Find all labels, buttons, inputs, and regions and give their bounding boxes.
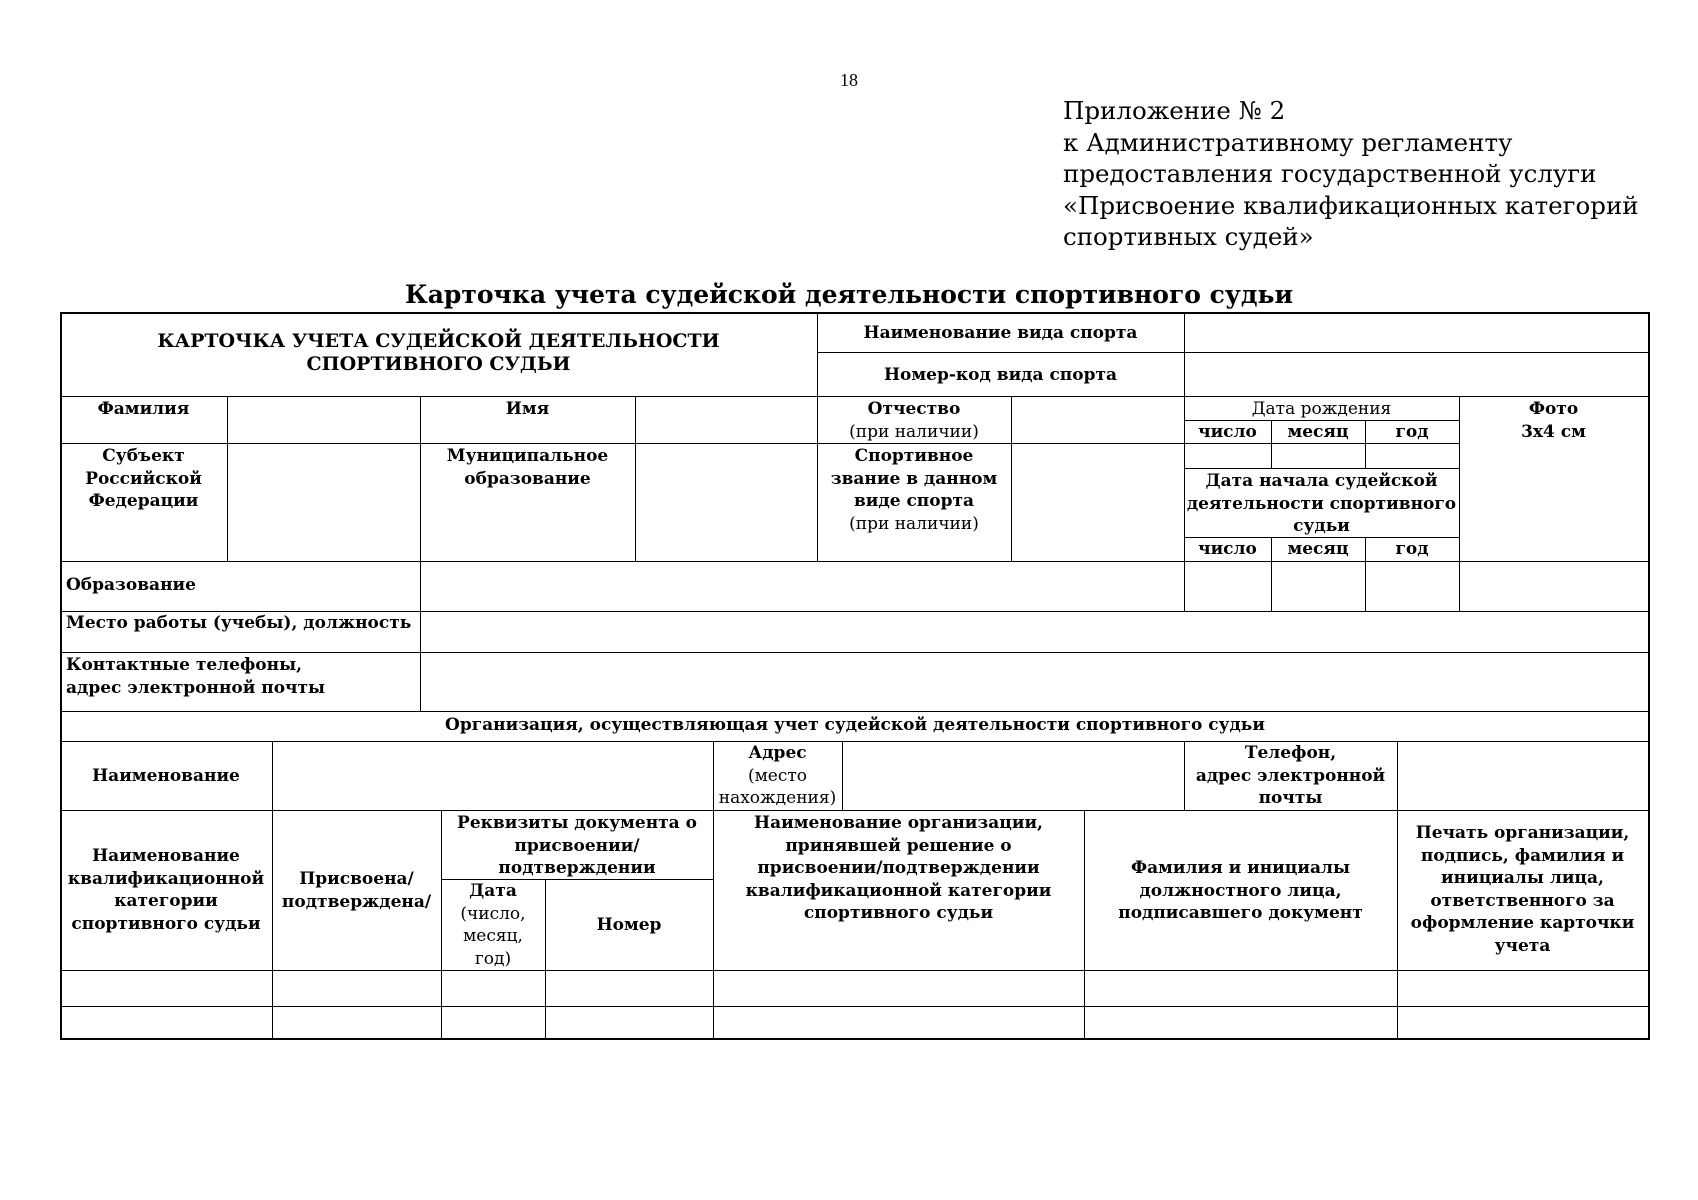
grid-line	[60, 1038, 1650, 1040]
start-month-text: месяц	[1287, 539, 1349, 559]
sport-title-label	[817, 445, 1011, 535]
decision-org-line: присвоении/подтверждении	[757, 858, 1040, 878]
document-title: Карточка учета судейской деятельности спортивного судьи	[404, 280, 1294, 309]
decision-org-line: квалификационной категории	[745, 880, 1052, 901]
sport-name-label	[817, 322, 1184, 345]
official-line: Фамилия и инициалы	[1131, 858, 1350, 878]
requisites-line: Реквизиты документа о	[457, 813, 697, 833]
birth-month-text: месяц	[1287, 422, 1349, 442]
address-text: Адрес	[748, 743, 807, 763]
sport-title-line: Спортивное	[854, 446, 974, 466]
photo-text: Фото	[1528, 399, 1579, 419]
surname-label	[60, 398, 227, 421]
sport-title-line: звание в данном	[830, 468, 998, 489]
decision-org-line: Наименование организации,	[754, 813, 1043, 833]
grid-line	[545, 879, 546, 1038]
grid-line	[420, 561, 421, 711]
grid-line	[1648, 312, 1650, 1039]
grid-line	[227, 396, 228, 561]
workplace-label	[60, 612, 420, 635]
stamp-line: оформление карточки	[1410, 913, 1635, 933]
phone-line: почты	[1258, 788, 1323, 808]
doc-date-note: год)	[474, 948, 512, 969]
requisites-line: подтверждении	[498, 858, 656, 878]
grid-line	[272, 810, 273, 1038]
phone-line: адрес электронной	[1195, 765, 1386, 786]
patronymic-label	[817, 398, 1011, 443]
appendix-note	[1063, 95, 1683, 253]
education-text: Образование	[66, 575, 196, 595]
start-date-label	[1184, 470, 1459, 538]
doc-date-note: месяц,	[463, 926, 523, 946]
grid-line	[60, 970, 1650, 971]
appendix-line: к Административному регламенту	[1063, 127, 1513, 157]
subject-line: Субъект	[102, 446, 185, 466]
category-line: спортивного судьи	[71, 913, 261, 934]
address-note: (место	[747, 765, 808, 786]
assigned-line: подтверждена/	[281, 891, 432, 912]
official-line: подписавшего документ	[1118, 903, 1363, 923]
grid-line	[60, 1006, 1650, 1007]
appendix-line: предоставления государственной услуги	[1063, 159, 1597, 188]
stamp-line: подпись, фамилия и	[1420, 845, 1625, 866]
sport-code-label	[817, 364, 1184, 387]
subject-line: Федерации	[88, 491, 199, 511]
org-header-text: Организация, осуществляющая учет судейской деятельности спортивного судьи	[445, 715, 1265, 735]
grid-line	[842, 741, 843, 810]
grid-line	[817, 352, 1650, 353]
card-title-line: КАРТОЧКА УЧЕТА СУДЕЙСКОЙ ДЕЯТЕЛЬНОСТИ	[157, 330, 720, 352]
decision-org-line: спортивного судьи	[803, 903, 994, 923]
address-note: нахождения)	[718, 788, 837, 808]
grid-line	[60, 312, 1650, 314]
grid-line	[60, 561, 1650, 562]
appendix-line: «Присвоение квалификационных категорий	[1063, 190, 1639, 220]
assigned-label	[272, 868, 441, 913]
official-line: должностного лица,	[1139, 880, 1342, 901]
phone-line: Телефон,	[1244, 743, 1337, 763]
stamp-line: учета	[1494, 935, 1551, 956]
card-title-line: СПОРТИВНОГО СУДЬИ	[306, 353, 571, 375]
start-year-label	[1365, 538, 1459, 561]
address-label	[713, 742, 842, 810]
surname-text: Фамилия	[97, 399, 190, 419]
start-year-text: год	[1395, 539, 1429, 559]
grid-line	[635, 396, 636, 561]
birth-month-label	[1271, 421, 1365, 444]
org-header	[60, 714, 1650, 737]
birth-day-text: число	[1198, 422, 1257, 442]
category-line: квалификационной	[67, 868, 265, 889]
grid-line	[60, 711, 1650, 712]
contacts-label	[60, 654, 420, 699]
stamp-line: Печать организации,	[1415, 823, 1630, 843]
birth-day-label	[1184, 421, 1271, 444]
requisites-line: присвоении/	[514, 835, 640, 856]
appendix-line: Приложение № 2	[1063, 96, 1286, 125]
doc-date-text: Дата	[469, 881, 517, 901]
first-name-text: Имя	[505, 399, 550, 419]
doc-number-text: Номер	[596, 915, 662, 935]
contacts-line: Контактные телефоны,	[66, 655, 303, 675]
category-line: категории	[114, 891, 218, 911]
birth-year-text: год	[1395, 422, 1429, 442]
doc-date-note: (число,	[460, 903, 526, 924]
workplace-text: Место работы (учебы), должность	[66, 613, 412, 633]
stamp-line: ответственного за	[1430, 890, 1615, 911]
page-number: 18	[840, 70, 858, 90]
stamp-label	[1397, 822, 1648, 957]
birth-date-label	[1184, 398, 1459, 421]
municipal-line: Муниципальное	[446, 446, 609, 466]
first-name-label	[420, 398, 635, 421]
contacts-line: адрес электронной почты	[66, 677, 326, 698]
start-month-label	[1271, 538, 1365, 561]
municipal-line: образование	[464, 468, 591, 489]
grid-line	[1397, 741, 1398, 810]
patronymic-note: (при наличии)	[849, 421, 979, 442]
org-name-label	[60, 765, 272, 788]
phone-label	[1184, 742, 1397, 810]
requisites-label	[441, 812, 713, 880]
start-day-label	[1184, 538, 1271, 561]
sport-title-note: (при наличии)	[849, 513, 979, 534]
grid-line	[60, 741, 1650, 742]
grid-line	[1011, 396, 1012, 561]
assigned-line: Присвоена/	[299, 869, 414, 889]
start-day-text: число	[1198, 539, 1257, 559]
education-label	[60, 574, 420, 597]
start-date-line: Дата начала судейской	[1205, 471, 1438, 491]
decision-org-label	[713, 812, 1084, 925]
photo-label	[1459, 398, 1648, 443]
subject-line: Российской	[85, 468, 202, 489]
photo-size-text: 3х4 см	[1521, 421, 1586, 442]
category-line: Наименование	[92, 846, 240, 866]
sport-code-text: Номер-код вида спорта	[883, 365, 1118, 385]
patronymic-text: Отчество	[867, 399, 961, 419]
municipal-label	[420, 445, 635, 490]
sport-name-text: Наименование вида спорта	[863, 323, 1138, 343]
stamp-line: инициалы лица,	[1441, 868, 1604, 888]
appendix-line: спортивных судей»	[1063, 222, 1314, 251]
card-title	[60, 330, 817, 376]
org-name-text: Наименование	[92, 766, 240, 786]
grid-line	[1184, 312, 1185, 396]
birth-year-label	[1365, 421, 1459, 444]
start-date-line: судьи	[1293, 516, 1350, 536]
decision-org-line: принявшей решение о	[785, 835, 1012, 856]
birth-date-text: Дата рождения	[1251, 399, 1392, 419]
doc-date-label	[441, 880, 545, 970]
official-label	[1084, 857, 1397, 925]
subject-label	[60, 445, 227, 513]
grid-line	[272, 741, 273, 810]
doc-number-label	[545, 914, 713, 937]
sport-title-line: виде спорта	[853, 491, 975, 511]
category-label	[60, 845, 272, 935]
start-date-line: деятельности спортивного	[1186, 493, 1457, 514]
